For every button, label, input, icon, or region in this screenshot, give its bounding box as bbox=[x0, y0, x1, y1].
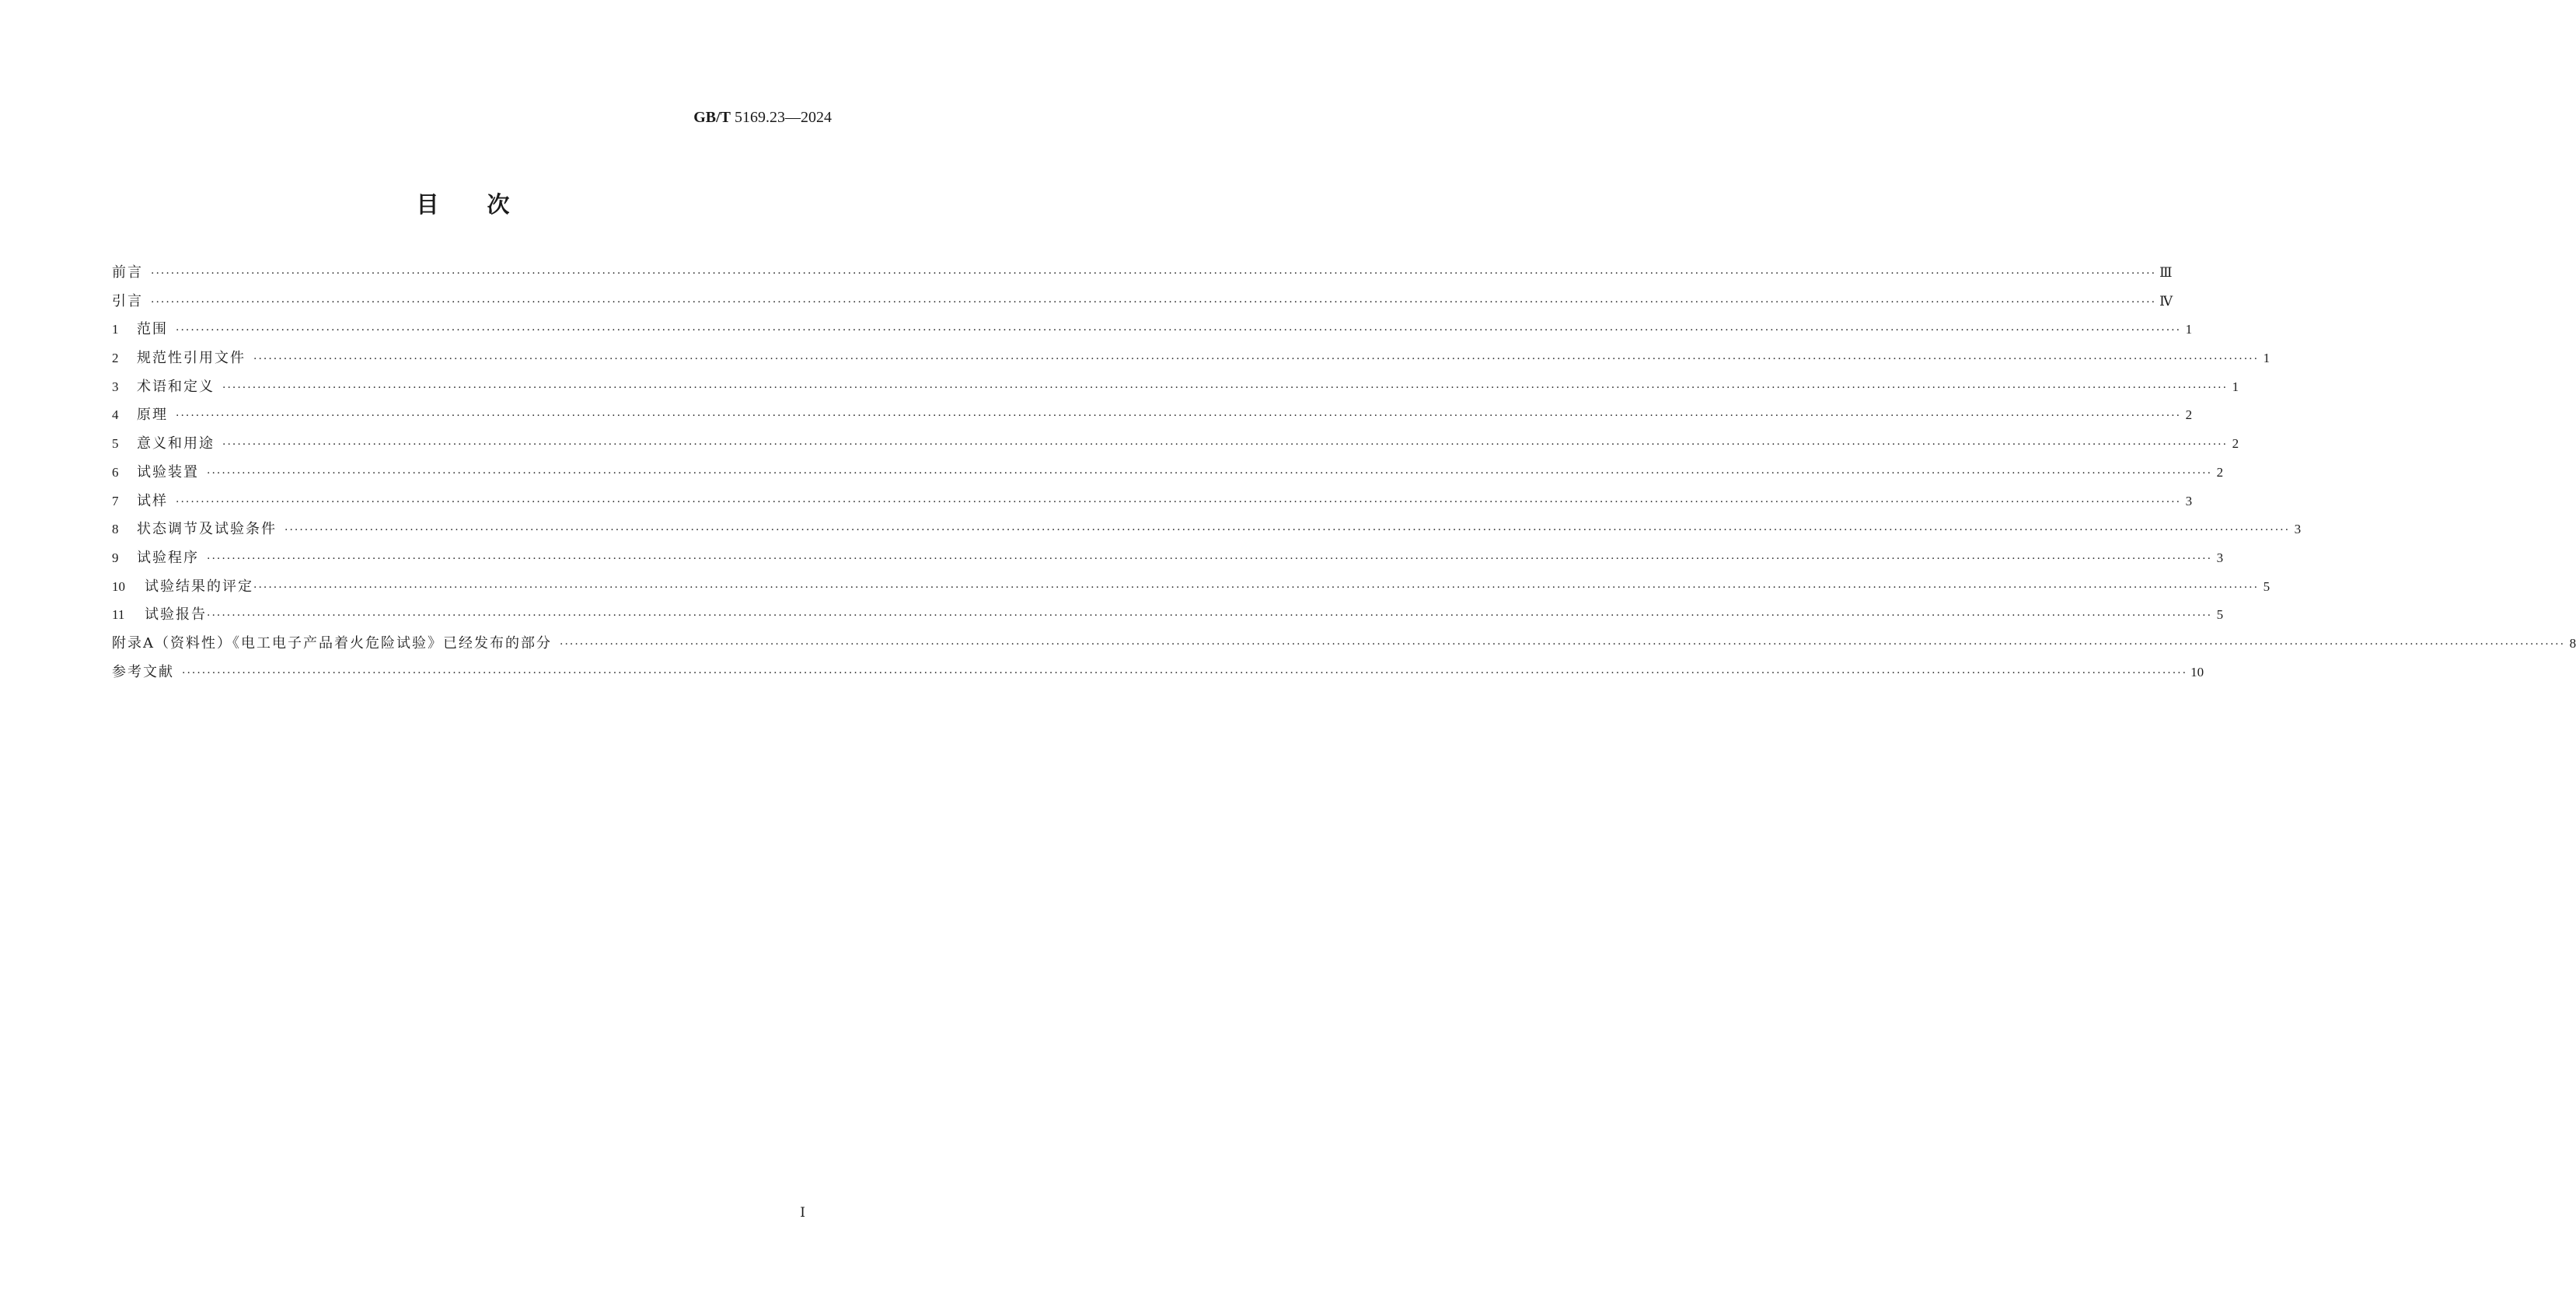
toc-entry-page: 2 bbox=[2185, 407, 2193, 423]
standard-code bbox=[693, 109, 832, 127]
toc-entry-11[interactable] bbox=[112, 606, 2224, 634]
toc-entry-number: 7 bbox=[112, 493, 119, 508]
toc-entry-label: 引言 bbox=[112, 292, 143, 309]
table-of-contents bbox=[112, 264, 2576, 691]
toc-entry-number: 5 bbox=[112, 436, 119, 452]
toc-entry-page: 5 bbox=[2263, 578, 2271, 594]
toc-entry-label: 试验报告 bbox=[145, 606, 207, 624]
toc-leader-dots: ················································································································································································································································································································································································································ bbox=[176, 495, 2182, 508]
toc-entry-label: 术语和定义 bbox=[137, 378, 215, 395]
toc-entry-label: 试样 bbox=[137, 492, 168, 509]
toc-entry-page: 1 bbox=[2232, 379, 2239, 394]
toc-leader-dots: ················································································································································································································································································································································································································ bbox=[176, 324, 2182, 337]
toc-entry-label: 范围 bbox=[137, 321, 168, 338]
toc-entry-5[interactable] bbox=[112, 435, 2239, 463]
toc-title: 目次 bbox=[416, 191, 558, 218]
toc-entry-2[interactable] bbox=[112, 349, 2271, 378]
toc-entry-page: Ⅲ bbox=[2159, 265, 2173, 280]
toc-entry-label: 规范性引用文件 bbox=[137, 350, 246, 367]
toc-entry-page: 3 bbox=[2294, 522, 2302, 537]
toc-leader-dots: ················································································································································································································································································································································································································ bbox=[207, 610, 2213, 623]
toc-leader-dots: ················································································································································································································································································································································································································ bbox=[284, 524, 2291, 537]
toc-entry-number: 3 bbox=[112, 379, 119, 394]
toc-entry-label: 前言 bbox=[112, 264, 143, 281]
toc-entry-7[interactable] bbox=[112, 492, 2193, 521]
toc-entry-label: 意义和用途 bbox=[137, 435, 215, 452]
toc-entry-label: 试验结果的评定 bbox=[145, 578, 253, 595]
toc-leader-dots: ················································································································································································································································································································································································································ bbox=[222, 381, 2229, 394]
toc-leader-dots: ················································································································································································································································································································································································································ bbox=[182, 666, 2188, 679]
toc-entry-label: 附录A（资料性）《电工电子产品着火危险试验》已经发布的部分 bbox=[112, 634, 552, 652]
toc-entry-page: Ⅳ bbox=[2159, 293, 2173, 309]
toc-leader-dots: ················································································································································································································································································································································································································ bbox=[176, 410, 2182, 423]
toc-entry-label: 试验程序 bbox=[137, 549, 199, 566]
standard-number: 5169.23—2024 bbox=[735, 109, 832, 126]
toc-entry-4[interactable] bbox=[112, 406, 2193, 435]
toc-entry-8[interactable] bbox=[112, 520, 2302, 549]
toc-entry-10[interactable] bbox=[112, 578, 2271, 606]
toc-entry-foreword[interactable] bbox=[112, 264, 2173, 292]
toc-leader-dots: ················································································································································································································································································································································································································ bbox=[222, 438, 2229, 452]
toc-entry-6[interactable] bbox=[112, 463, 2224, 492]
toc-entry-1[interactable] bbox=[112, 320, 2193, 349]
toc-entry-number: 2 bbox=[112, 351, 119, 366]
toc-entry-page: 2 bbox=[2216, 464, 2224, 480]
toc-entry-bibliography[interactable] bbox=[112, 663, 2204, 692]
toc-leader-dots: ················································································································································································································································································································································································································ bbox=[560, 638, 2566, 651]
toc-leader-dots: ················································································································································································································································································································································································································ bbox=[207, 466, 2213, 480]
toc-entry-page: 2 bbox=[2232, 436, 2239, 452]
toc-entry-number: 10 bbox=[112, 578, 125, 594]
toc-entry-number: 11 bbox=[112, 607, 125, 623]
toc-leader-dots: ················································································································································································································································································································································································································ bbox=[253, 581, 2260, 594]
standard-prefix: GB/T bbox=[693, 109, 731, 126]
toc-entry-label: 试验装置 bbox=[137, 463, 199, 480]
toc-leader-dots: ················································································································································································································································································································································································································ bbox=[207, 552, 2213, 565]
toc-entry-number: 1 bbox=[112, 322, 119, 337]
toc-leader-dots: ················································································································································································································································································································································································································ bbox=[151, 295, 2157, 309]
toc-entry-page: 5 bbox=[2216, 607, 2224, 623]
toc-entry-label: 原理 bbox=[137, 407, 168, 424]
toc-entry-introduction[interactable] bbox=[112, 292, 2173, 321]
toc-entry-page: 10 bbox=[2190, 664, 2204, 679]
toc-entry-page: 8 bbox=[2569, 635, 2576, 651]
toc-entry-annex-a[interactable] bbox=[112, 634, 2576, 663]
toc-entry-label: 状态调节及试验条件 bbox=[137, 521, 277, 538]
toc-entry-9[interactable] bbox=[112, 549, 2224, 578]
page-number: Ⅰ bbox=[800, 1205, 805, 1220]
toc-entry-page: 1 bbox=[2185, 322, 2193, 337]
toc-entry-number: 4 bbox=[112, 407, 119, 423]
toc-entry-3[interactable] bbox=[112, 378, 2239, 407]
toc-entry-page: 3 bbox=[2216, 550, 2224, 565]
toc-entry-page: 1 bbox=[2263, 351, 2271, 366]
toc-entry-label: 参考文献 bbox=[112, 663, 174, 680]
toc-entry-number: 8 bbox=[112, 522, 119, 537]
toc-entry-number: 6 bbox=[112, 464, 119, 480]
toc-entry-page: 3 bbox=[2185, 493, 2193, 508]
toc-leader-dots: ················································································································································································································································································································································································································ bbox=[253, 353, 2260, 366]
toc-leader-dots: ················································································································································································································································································································································································································ bbox=[151, 267, 2157, 280]
toc-entry-number: 9 bbox=[112, 550, 119, 565]
